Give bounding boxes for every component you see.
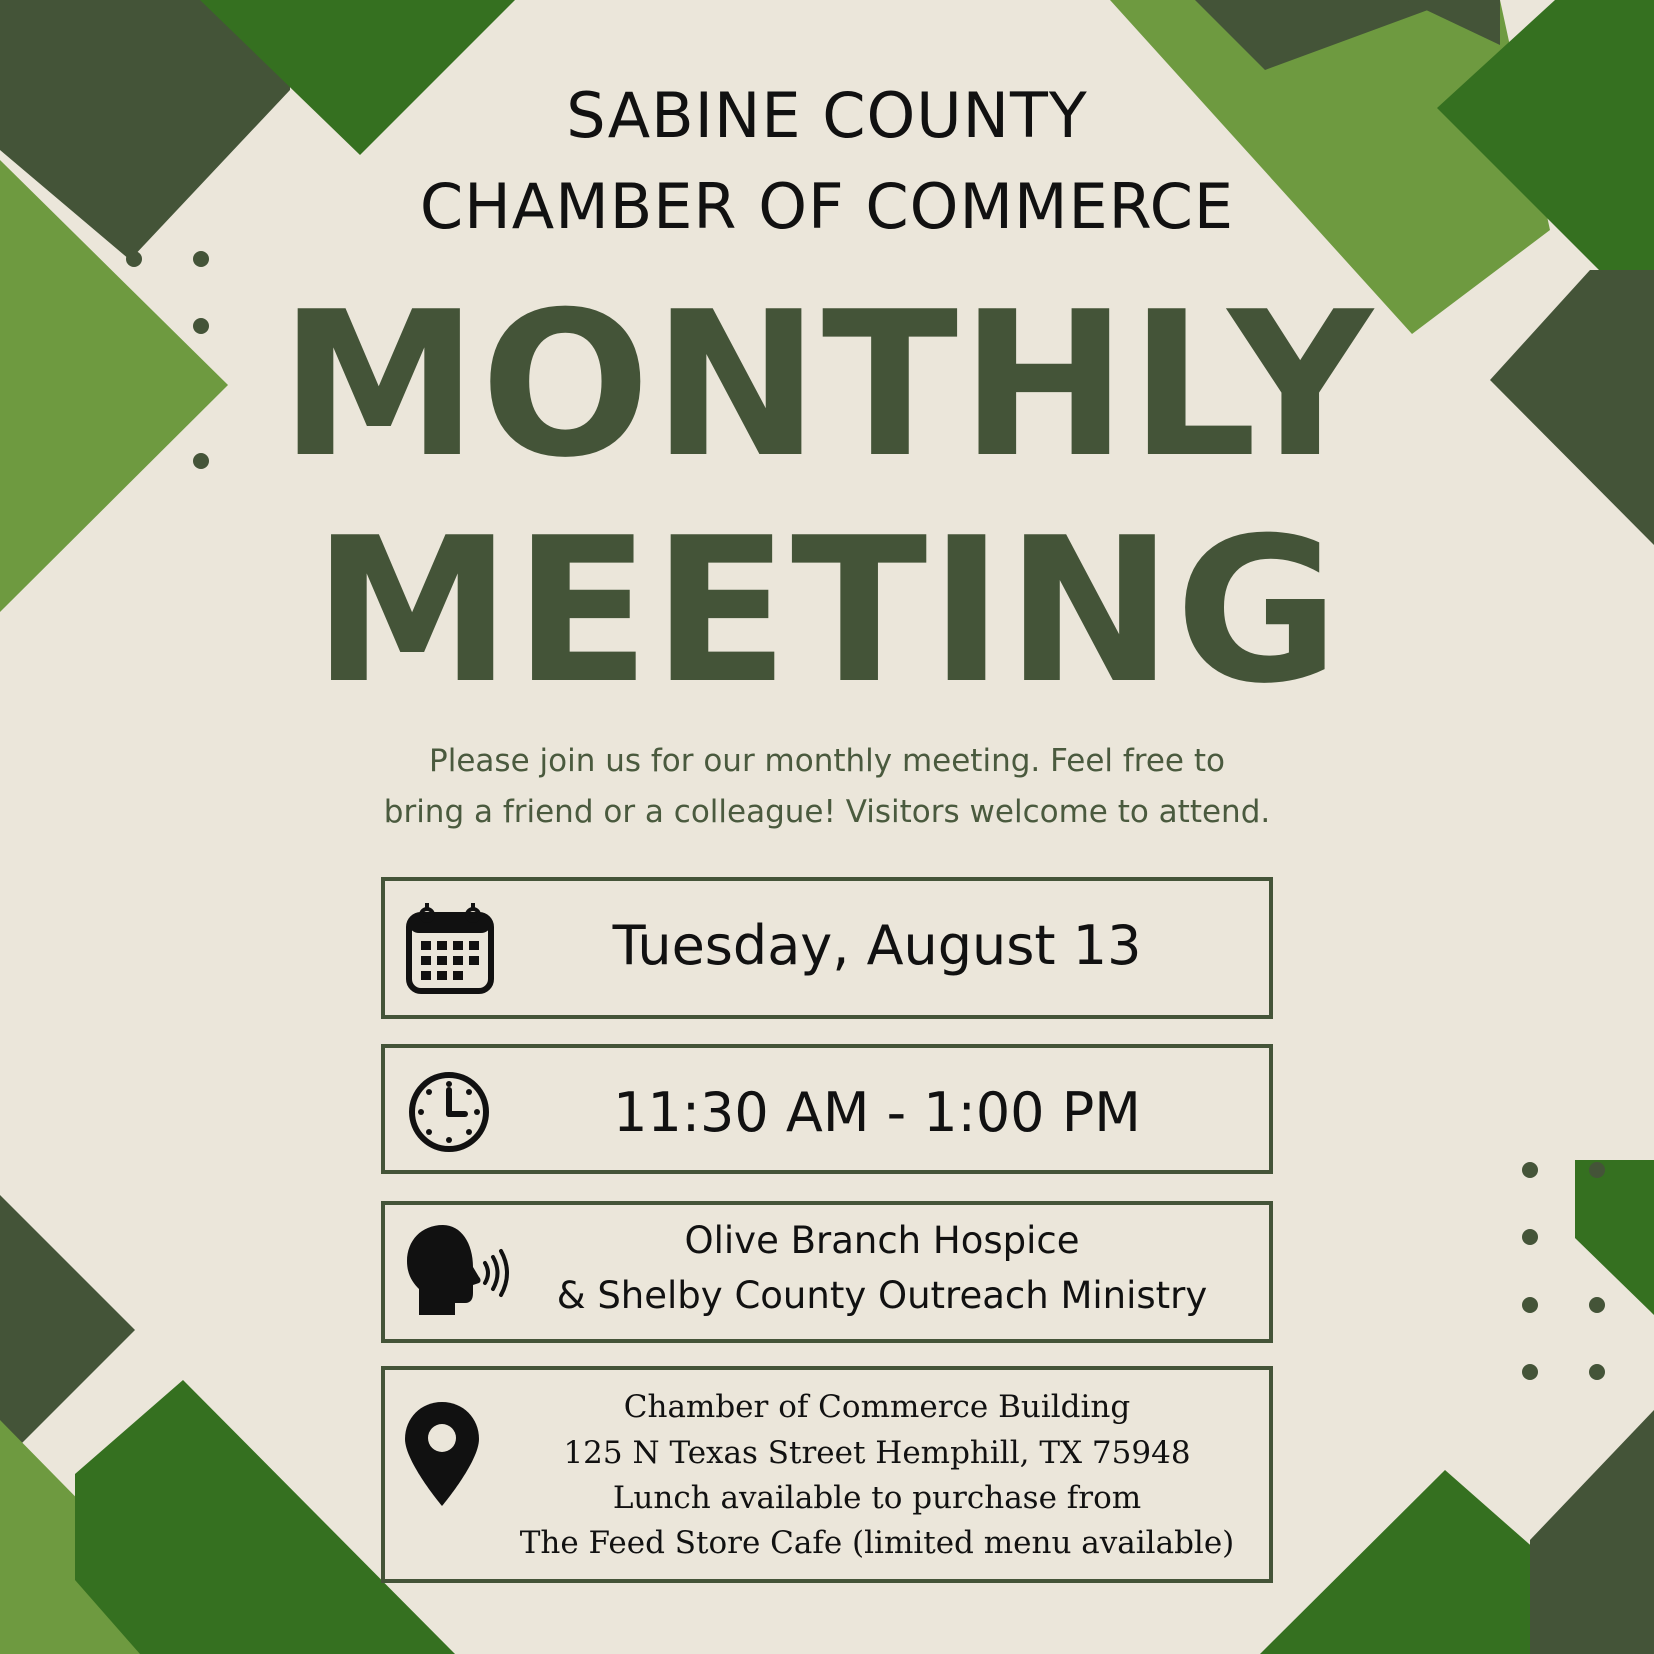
calendar-icon xyxy=(405,903,495,995)
speaking-head-icon xyxy=(403,1223,513,1323)
meeting-date: Tuesday, August 13 xyxy=(612,914,1142,977)
speaker-line-2: & Shelby County Outreach Ministry xyxy=(556,1274,1208,1317)
date-box xyxy=(381,877,1273,1019)
decor-dot xyxy=(1522,1297,1538,1313)
location-line-3: Lunch available to purchase from xyxy=(612,1480,1142,1516)
decor-dot xyxy=(1589,1297,1605,1313)
decor-shape xyxy=(1530,1410,1654,1654)
intro-line-1: Please join us for our monthly meeting. Feel free to xyxy=(429,743,1225,779)
intro-line-2: bring a friend or a colleague! Visitors welcome to attend. xyxy=(383,794,1271,830)
organization-name-line-2: CHAMBER OF COMMERCE xyxy=(419,170,1235,243)
decor-dot xyxy=(193,251,209,267)
organization-name-line-1: SABINE COUNTY xyxy=(566,79,1088,152)
decor-shape xyxy=(1575,1160,1654,1315)
decor-dot xyxy=(1589,1162,1605,1178)
decor-dot xyxy=(1522,1162,1538,1178)
location-line-2: 125 N Texas Street Hemphill, TX 75948 xyxy=(563,1435,1191,1471)
speaker-box xyxy=(381,1201,1273,1343)
meeting-time: 11:30 AM - 1:00 PM xyxy=(613,1081,1141,1144)
location-line-1: Chamber of Commerce Building xyxy=(623,1389,1131,1425)
location-box xyxy=(381,1366,1273,1583)
decor-dot xyxy=(1589,1364,1605,1380)
decor-dot xyxy=(1522,1364,1538,1380)
decor-shape xyxy=(0,1195,135,1465)
decor-dot xyxy=(126,251,142,267)
headline-line-1: MONTHLY xyxy=(279,269,1375,502)
location-line-4: The Feed Store Cafe (limited menu available) xyxy=(519,1525,1235,1561)
time-box xyxy=(381,1044,1273,1174)
decor-dot xyxy=(1522,1229,1538,1245)
headline-line-2: MEETING xyxy=(312,495,1342,728)
clock-icon xyxy=(407,1070,491,1154)
map-pin-icon xyxy=(403,1400,481,1508)
speaker-line-1: Olive Branch Hospice xyxy=(684,1219,1080,1262)
